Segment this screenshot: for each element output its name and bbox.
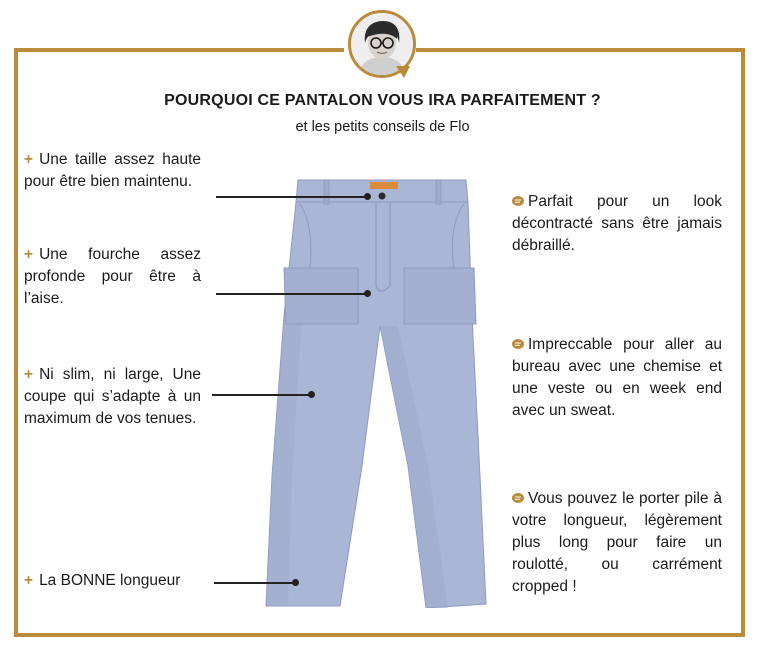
speech-bubble-icon [512, 339, 524, 350]
feature-length: + La BONNE longueur [24, 572, 181, 589]
button-icon [379, 193, 386, 200]
callout-line-length [214, 582, 296, 584]
feature-crotch: + Une fourche assez profonde pour être à l’aise. [24, 246, 201, 307]
tip-casual-look: Parfait pour un look décontracté sans être jamais débraillé. [512, 193, 722, 254]
trousers-illustration [258, 176, 490, 608]
callout-line-fit [212, 394, 312, 396]
avatar-tail-icon [396, 66, 410, 78]
tip-office: Impreccable pour aller au bureau avec une chemise et une veste ou en week end avec un sweat. [512, 336, 722, 419]
feature-fit: + Ni slim, ni large, Une coupe qui s’adapte à un maximum de vos tenues. [24, 366, 201, 427]
page-title: POURQUOI CE PANTALON VOUS IRA PARFAITEMENT ? [164, 92, 601, 109]
speech-bubble-icon [512, 493, 524, 504]
plus-icon: + [24, 151, 34, 168]
brand-label-icon [370, 182, 398, 189]
callout-dot-fit [308, 391, 315, 398]
callout-line-waist [216, 196, 368, 198]
tip-length: Vous pouvez le porter pile à votre longueur, légèrement plus long pour faire un roulotté, ou carrément cropped ! [512, 490, 722, 595]
speech-bubble-icon [512, 196, 524, 207]
page-subtitle: et les petits conseils de Flo [295, 119, 470, 135]
plus-icon: + [24, 366, 34, 383]
callout-line-crotch [216, 293, 368, 295]
avatar-badge [344, 6, 416, 78]
plus-icon: + [24, 572, 34, 589]
plus-icon: + [24, 246, 34, 263]
callout-dot-length [292, 579, 299, 586]
callout-dot-crotch [364, 290, 371, 297]
feature-waist: + Une taille assez haute pour être bien maintenu. [24, 151, 201, 190]
callout-dot-waist [364, 193, 371, 200]
